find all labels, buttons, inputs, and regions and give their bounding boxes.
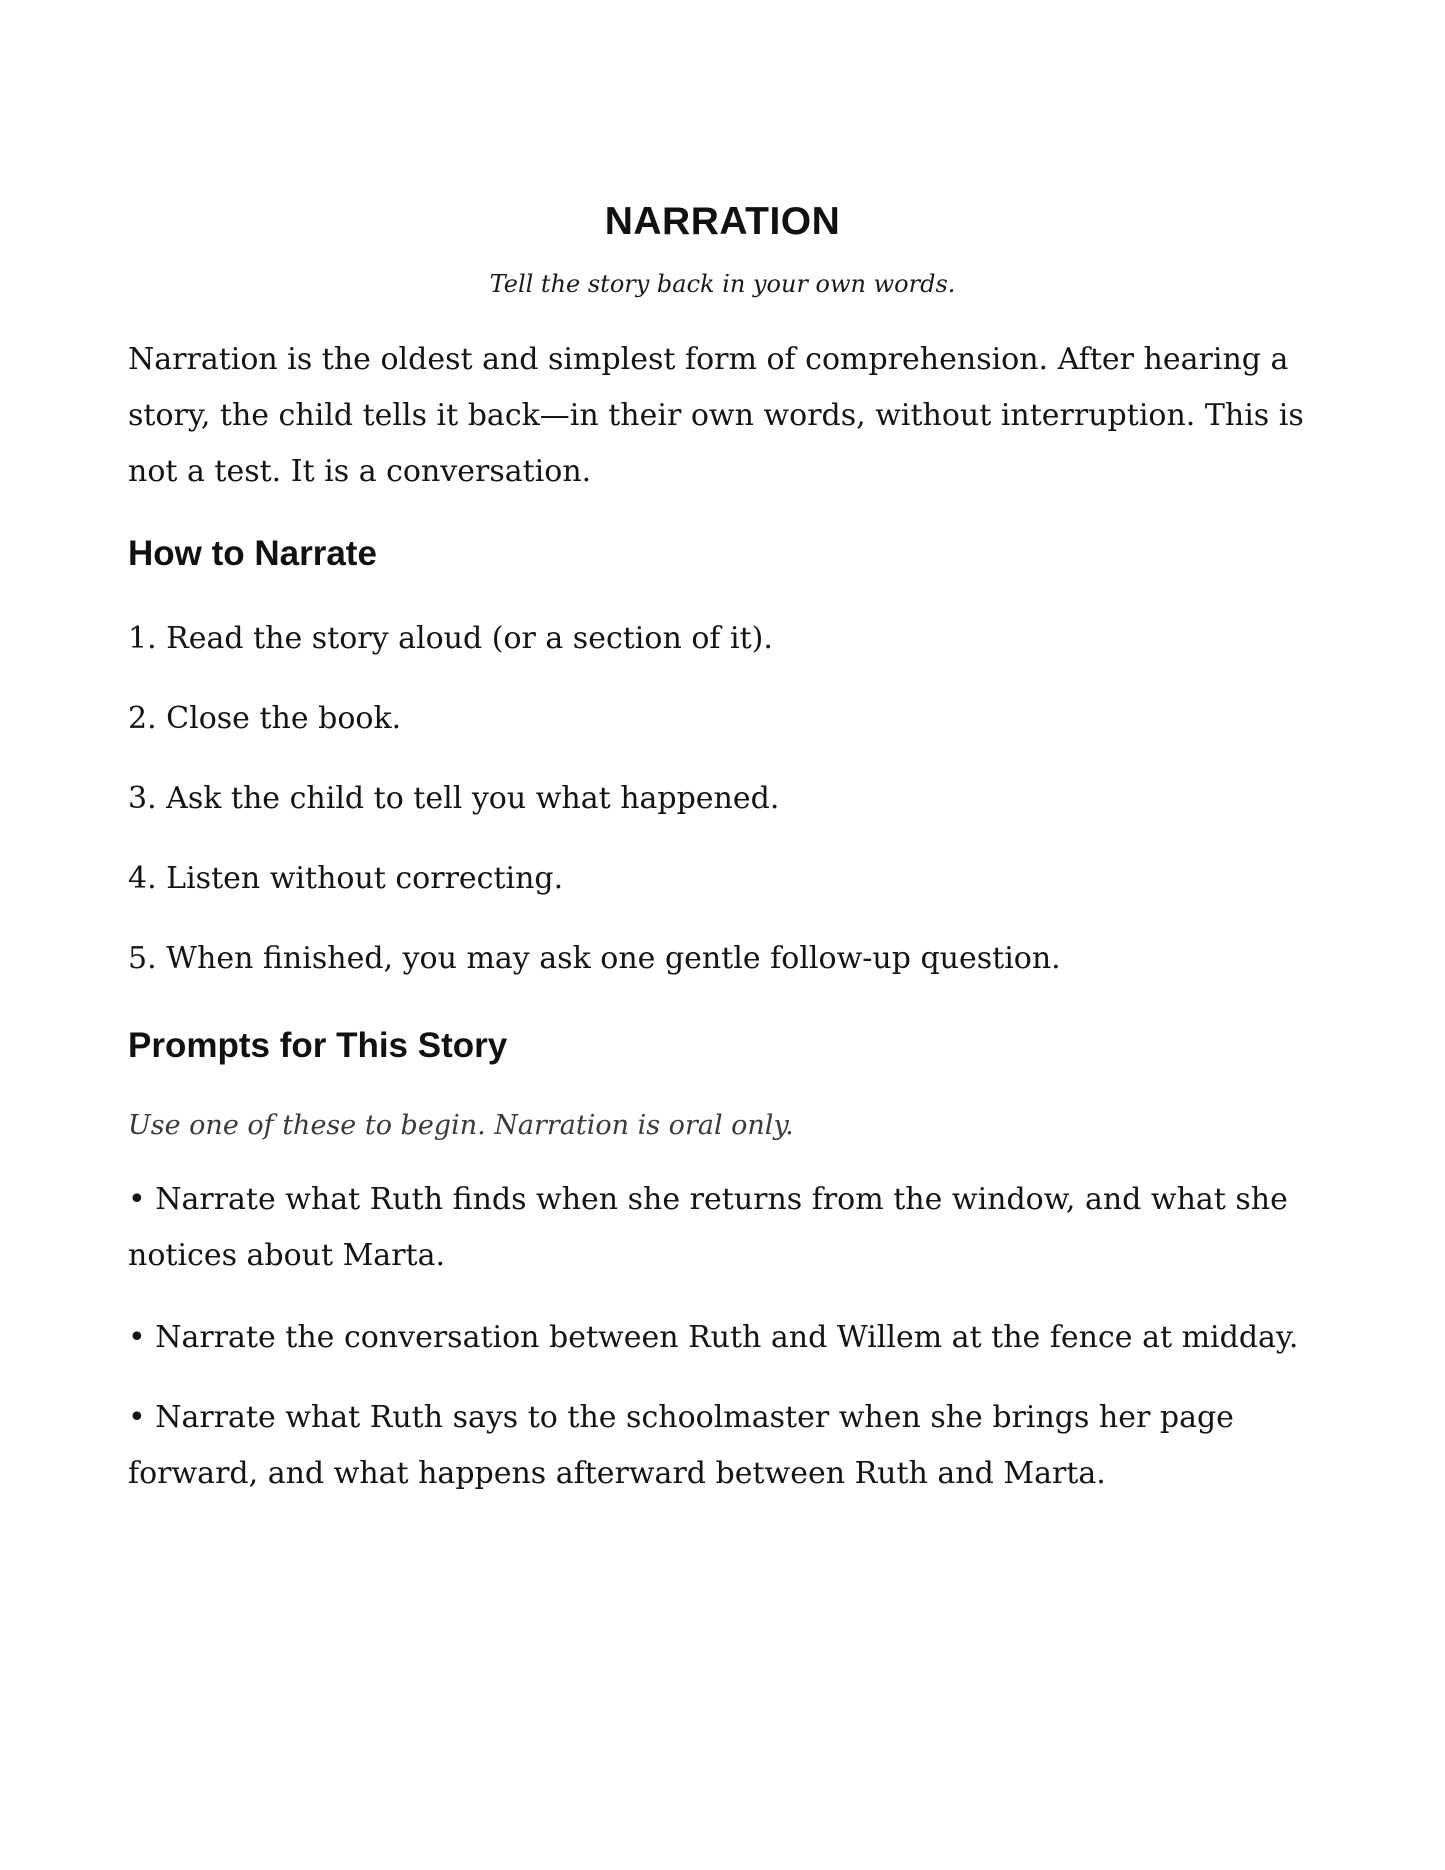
prompts-note: Use one of these to begin. Narration is oral only. bbox=[128, 1110, 794, 1141]
step-item: 4. Listen without correcting. bbox=[128, 861, 564, 896]
page-title: NARRATION bbox=[604, 200, 841, 244]
page-subtitle: Tell the story back in your own words. bbox=[489, 270, 956, 298]
prompt-item: • Narrate what Ruth says to the schoolmaster when she brings her page forward, and what happens afterward between Ruth and Marta. bbox=[128, 1400, 1234, 1491]
prompt-item: • Narrate the conversation between Ruth and Willem at the fence at midday. bbox=[128, 1320, 1299, 1355]
step-item: 1. Read the story aloud (or a section of it). bbox=[128, 621, 773, 656]
prompts-heading: Prompts for This Story bbox=[128, 1026, 508, 1065]
intro-paragraph: Narration is the oldest and simplest form of comprehension. After hearing a story, the child tells it back—in their own words, without interruption. This is not a test. It is a conversation. bbox=[128, 342, 1304, 489]
step-item: 2. Close the book. bbox=[128, 701, 402, 736]
how-to-heading: How to Narrate bbox=[128, 534, 377, 573]
step-item: 3. Ask the child to tell you what happened. bbox=[128, 781, 780, 816]
prompt-item: • Narrate what Ruth finds when she returns from the window, and what she notices about Marta. bbox=[128, 1182, 1288, 1273]
step-item: 5. When finished, you may ask one gentle follow-up question. bbox=[128, 941, 1061, 976]
